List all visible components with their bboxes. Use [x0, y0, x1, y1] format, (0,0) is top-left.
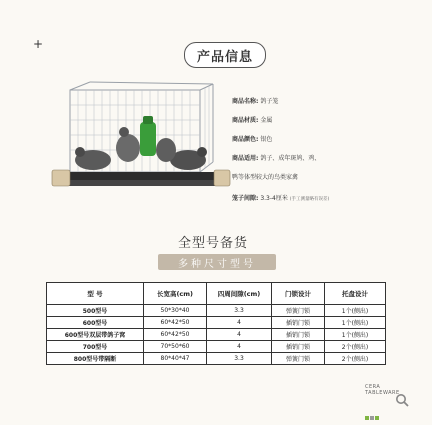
brand-dots — [365, 405, 380, 424]
section-title: 全型号备货 — [178, 236, 249, 251]
table-cell: 500型号 — [47, 305, 144, 317]
table-cell: 弹簧门锁 — [272, 353, 325, 365]
table-header: 门锁设计 — [272, 283, 325, 305]
info-row: 商品适用: 鸽子、成年斑鸠、鸡、 — [232, 155, 321, 162]
brand-logo: CERA TABLEWARE — [365, 384, 400, 396]
info-row: 商品颜色: 银色 — [232, 136, 273, 143]
plus-icon: + — [33, 37, 44, 51]
table-cell: 2个(侧出) — [325, 341, 386, 353]
table-row — [47, 341, 386, 353]
table-cell: 1个(侧出) — [325, 305, 386, 317]
table-cell: 4 — [207, 317, 272, 329]
table-row — [47, 353, 386, 365]
table-row — [47, 317, 386, 329]
table-header: 托盘设计 — [325, 283, 386, 305]
info-row: 鸭等体型较大的鸟类家禽 — [232, 174, 299, 181]
search-icon[interactable] — [395, 393, 409, 407]
table-cell: 700型号 — [47, 341, 144, 353]
table-cell: 80*40*47 — [144, 353, 207, 365]
table-cell: 3.3 — [207, 305, 272, 317]
table-cell: 4 — [207, 341, 272, 353]
table-cell: 1个(侧出) — [325, 317, 386, 329]
spec-table — [46, 282, 386, 365]
table-cell: 70*50*60 — [144, 341, 207, 353]
table-cell: 60*42*50 — [144, 317, 207, 329]
table-cell: 50*30*40 — [144, 305, 207, 317]
table-header: 型 号 — [47, 283, 144, 305]
table-cell: 插销门锁 — [272, 317, 325, 329]
section-subtitle: 多种尺寸型号 — [158, 254, 276, 270]
table-row — [47, 329, 386, 341]
table-cell: 4 — [207, 329, 272, 341]
product-image — [48, 80, 233, 200]
table-header-row — [47, 283, 386, 305]
table-cell: 插销门锁 — [272, 329, 325, 341]
table-cell: 600型号双层带鸽子窝 — [47, 329, 144, 341]
table-header: 长宽高(cm) — [144, 283, 207, 305]
table-cell: 2个(侧出) — [325, 353, 386, 365]
info-row: 商品材质: 金属 — [232, 117, 273, 124]
table-cell: 600型号 — [47, 317, 144, 329]
info-row: 商品名称: 鸽子笼 — [232, 98, 279, 105]
info-row: 笼子间隙: 3.3-4厘米 (手工测量略有误差) — [232, 195, 330, 202]
page-title: 产品信息 — [184, 42, 266, 68]
table-header: 四周间隙(cm) — [207, 283, 272, 305]
table-cell: 1个(侧出) — [325, 329, 386, 341]
table-cell: 弹簧门锁 — [272, 305, 325, 317]
table-cell: 60*42*50 — [144, 329, 207, 341]
table-cell: 插销门锁 — [272, 341, 325, 353]
table-cell: 3.3 — [207, 353, 272, 365]
table-cell: 800型号带隔断 — [47, 353, 144, 365]
table-row — [47, 305, 386, 317]
